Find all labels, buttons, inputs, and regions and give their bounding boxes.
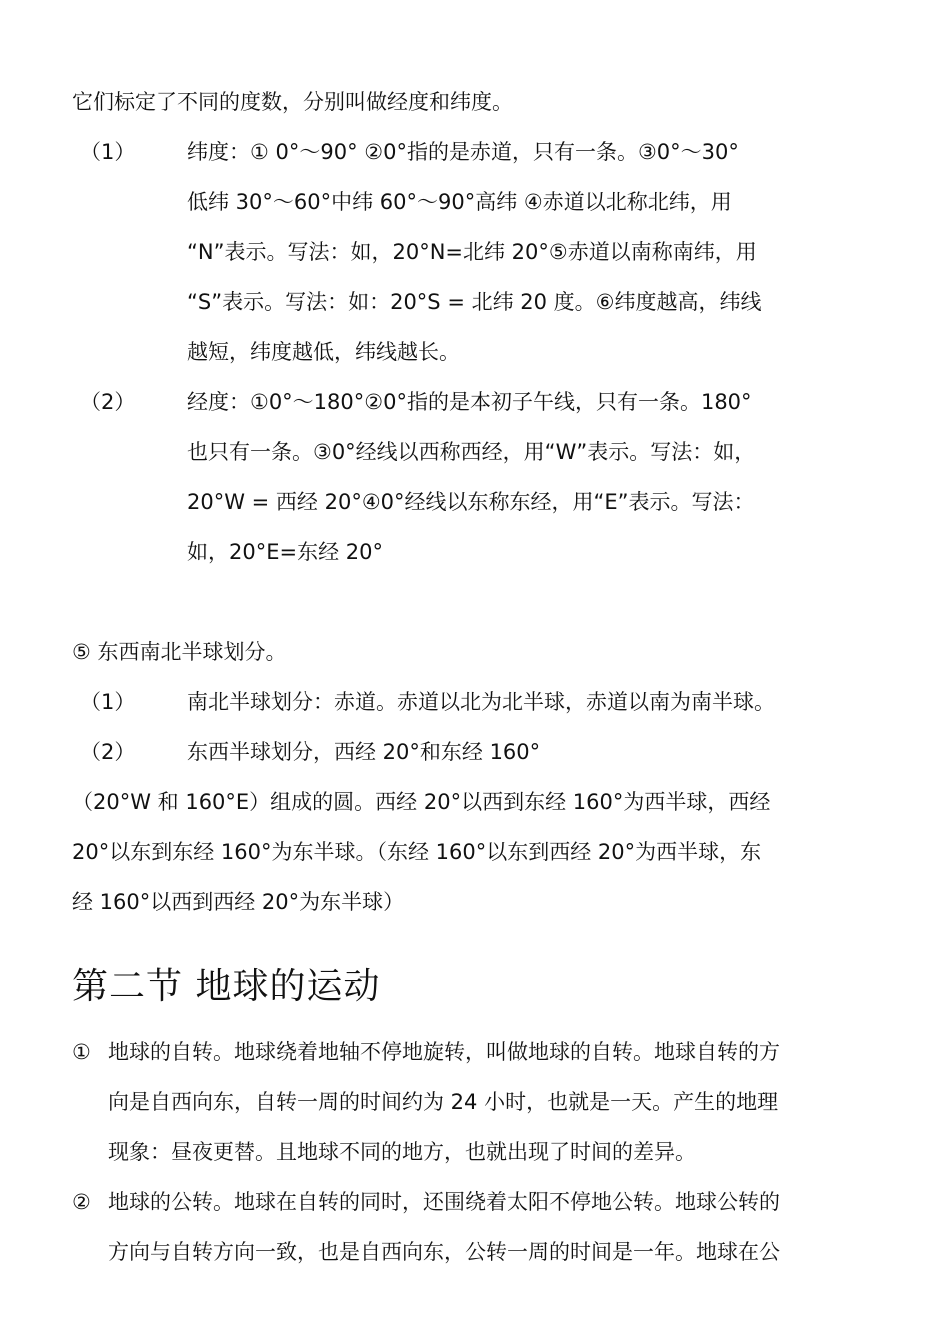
latitude-line: 纬度：① 0°～90° ②0°指的是赤道，只有一条。③0°～30° (187, 140, 739, 164)
latitude-line: “N”表示。写法：如，20°N=北纬 20°⑤赤道以南称南纬，用 (187, 240, 757, 264)
revolution-line: 地球的公转。地球在自转的同时，还围绕着太阳不停地公转。地球公转的 (108, 1190, 780, 1214)
hemisphere-paragraph-line: 20°以东到东经 160°为东半球。（东经 160°以东到西经 20°为西半球，东 (72, 840, 762, 864)
latitude-line: 低纬 30°～60°中纬 60°～90°高纬 ④赤道以北称北纬，用 (187, 190, 732, 214)
rotation-line: 向是自西向东，自转一周的时间约为 24 小时，也就是一天。产生的地理 (108, 1090, 779, 1114)
item-number: ② (72, 1190, 91, 1214)
ns-hemisphere-line: 南北半球划分：赤道。赤道以北为北半球，赤道以南为南半球。 (187, 690, 775, 714)
longitude-line: 如，20°E=东经 20° (187, 540, 383, 564)
intro-line: 它们标定了不同的度数，分别叫做经度和纬度。 (72, 90, 513, 114)
longitude-number: （2） (80, 390, 136, 414)
rotation-line: 地球的自转。地球绕着地轴不停地旋转，叫做地球的自转。地球自转的方 (108, 1040, 780, 1064)
hemisphere-paragraph-line: 经 160°以西到西经 20°为东半球） (72, 890, 405, 914)
rotation-line: 现象：昼夜更替。且地球不同的地方，也就出现了时间的差异。 (108, 1140, 696, 1164)
longitude-line: 20°W = 西经 20°④0°经线以东称东经，用“E”表示。写法： (187, 490, 755, 514)
longitude-line: 经度：①0°～180°②0°指的是本初子午线，只有一条。180° (187, 390, 752, 414)
latitude-line: 越短，纬度越低，纬线越长。 (187, 340, 460, 364)
ns-number: （1） (80, 690, 136, 714)
ew-hemisphere-line: 东西半球划分，西经 20°和东经 160° (187, 740, 541, 764)
hemisphere-title: ⑤ 东西南北半球划分。 (72, 640, 287, 664)
hemisphere-paragraph-line: （20°W 和 160°E）组成的圆。西经 20°以西到东经 160°为西半球，西经 (72, 790, 771, 814)
latitude-number: （1） (80, 140, 136, 164)
latitude-line: “S”表示。写法：如：20°S = 北纬 20 度。⑥纬度越高，纬线 (187, 290, 762, 314)
revolution-line: 方向与自转方向一致，也是自西向东，公转一周的时间是一年。地球在公 (108, 1240, 780, 1264)
section-heading: 第二节 地球的运动 (72, 966, 381, 1007)
longitude-line: 也只有一条。③0°经线以西称西经，用“W”表示。写法：如， (187, 440, 756, 464)
item-number: ① (72, 1040, 91, 1064)
ew-number: （2） (80, 740, 136, 764)
